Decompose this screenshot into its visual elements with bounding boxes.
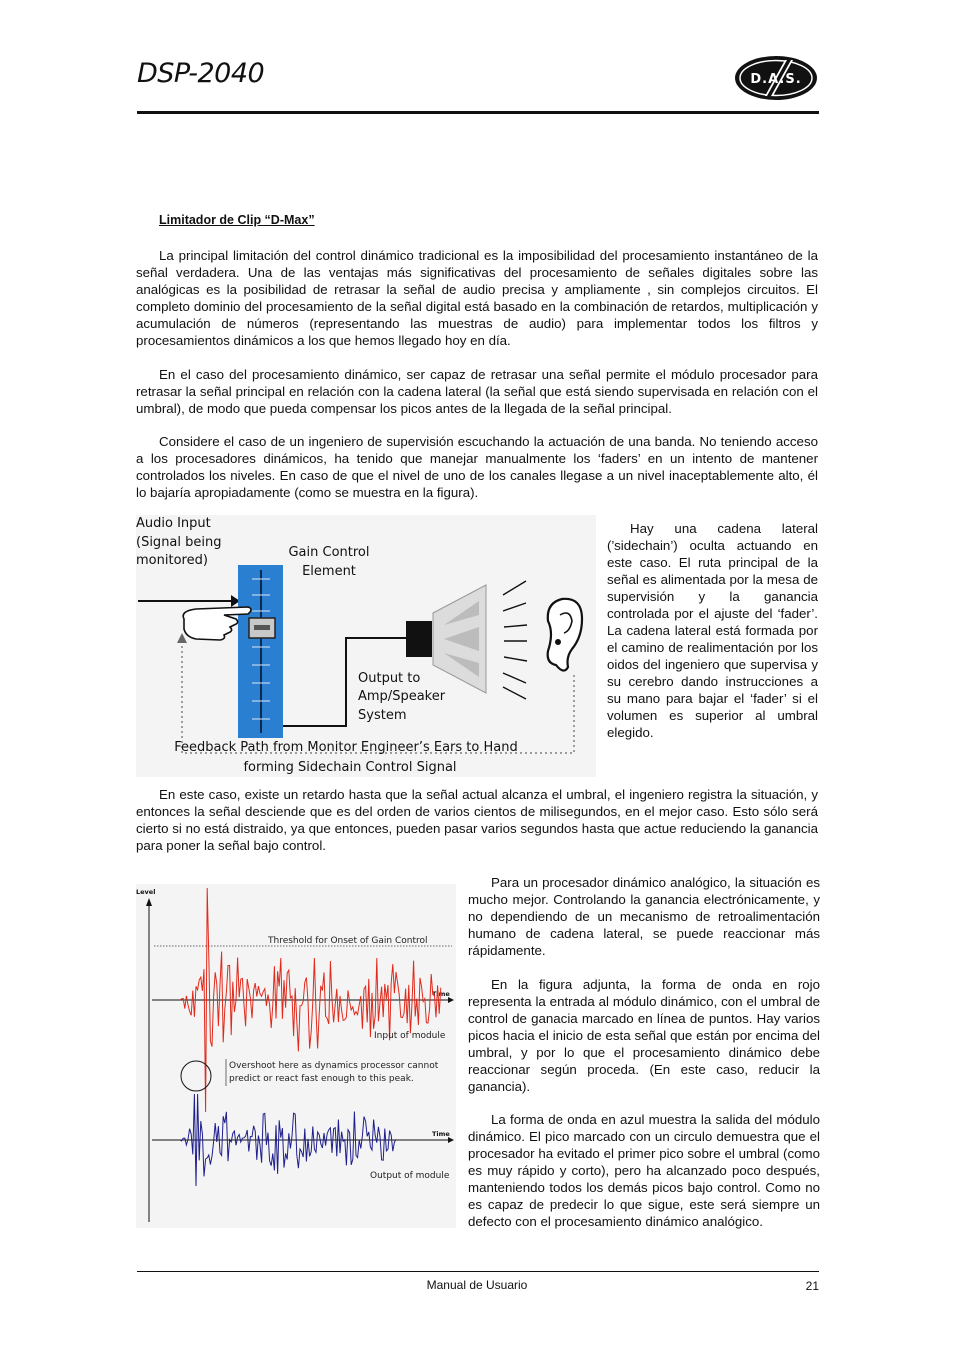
overshoot-label: Overshoot here as dynamics processor cannot (229, 1061, 439, 1071)
document-title: DSP-2040 (137, 58, 265, 89)
footer-label: Manual de Usuario (426, 1278, 528, 1292)
input-module-label: Input of module (374, 1031, 446, 1041)
right-paragraph-2: En la figura adjunta, la forma de onda en rojo representa la entrada al módulo dinámico, con el umbral de control de ganacia marcado en línea de puntos. Hay varios picos hacia el inicio de esta señal que están por encima del umbral, y por lo que el procesamiento dinámico debe reaccionar según proceda. (En este caso, reducir la ganancia). (468, 977, 820, 1094)
limiter-waveform-figure (136, 884, 456, 1228)
output-module-label: Output of module (370, 1171, 450, 1181)
svg-text:D.A.S.: D.A.S. (750, 72, 802, 87)
section-heading: Limitador de Clip “D-Max” (159, 213, 315, 227)
level-axis-label: Level (136, 888, 156, 896)
das-logo (733, 54, 819, 102)
sidechain-explanation: Hay una cadena lateral (’sidechain’) oculta actuando en este caso. El ruta principal de la señal es alimentada por la mesa de supervisión y la ganancia controlada por el ajuste del ‘fader’. La cadena lateral está formada por el camino de realimentación por los oidos del ingeniero que supervisa y su cerebro dando instrucciones a su mano para bajar el ‘fader’ si el volumen es superior al umbral elegido. (607, 521, 818, 740)
time-axis-label-input: Time (432, 990, 450, 998)
audio-input-label: Audio Input (136, 516, 211, 531)
gain-control-label: Gain Control (288, 545, 370, 560)
svg-text:Element: Element (302, 564, 356, 579)
time-axis-label-output: Time (432, 1130, 450, 1138)
header-rule (137, 111, 819, 114)
svg-text:predict or react fast enough t: predict or react fast enough to this peak. (229, 1074, 414, 1084)
output-label: Output to (358, 671, 421, 686)
svg-text:Amp/Speaker: Amp/Speaker (358, 689, 446, 704)
page-number: 21 (805, 1279, 819, 1293)
right-paragraph-1: Para un procesador dinámico analógico, la situación es mucho mejor. Controlando la ganancia electrónicamente, y no dependiendo de un mecanismo de retroalimentación humano de cadena lateral, se puede reaccionar más rápidamente. (468, 875, 820, 958)
svg-text:monitored): monitored) (136, 553, 208, 568)
paragraph-3: Considere el caso de un ingeniero de supervisión escuchando la actuación de una banda. No teniendo acceso a los procesadores dinámicos, ha tenido que manejar manualmente los ‘faders’ en un intento de mantener controlados los niveles. En caso de que el nivel de uno de los canales llegase a un nivel inaceptablemente alto, él lo bajaría apropiadamente (como se muestra en la figura). (136, 434, 818, 500)
svg-text:(Signal being: (Signal being (136, 535, 222, 550)
threshold-label: Threshold for Onset of Gain Control (268, 936, 428, 946)
fader-feedback-diagram (136, 515, 596, 777)
paragraph-1: La principal limitación del control dinámico tradicional es la imposibilidad del procesamiento instantáneo de la señal verdadera. Una de las ventajas más significativas del procesamiento de señales digitales sobre las analógicas es la posibilidad de retrasar la señal de audio precisa y ampliamente , sin complejos circuitos. El completo dominio del procesamiento de la señal digital está basado en la combinación de retardos, multiplicación y acumulación de números (representando las muestras de audio) para implementar todos los filtros y procesamientos dinámicos a los que hemos llegado hoy en día. (136, 248, 818, 348)
paragraph-2: En el caso del procesamiento dinámico, ser capaz de retrasar una señal permite el módulo procesador para retrasar la señal principal en relación con la cadena lateral (la señal que está siendo supervisada en relación con el umbral), de modo que pueda compensar los picos antes de la llegada de la señal principal. (136, 367, 818, 416)
feedback-label: Feedback Path from Monitor Engineer’s Ears to Hand (174, 740, 518, 755)
svg-text:forming Sidechain Control Sign: forming Sidechain Control Signal (243, 760, 457, 775)
right-paragraph-3: La forma de onda en azul muestra la salida del módulo dinámico. El pico marcado con un circulo demuestra que el procesador ha evitado el primer pico sobre el umbral (como es muy rápido y corto), pero ha alcanzado poco después, manteniendo todos los demás picos bajo control. Como no es capaz de predecir lo que sigue, este será siempre un defecto con el procesamiento dinámico analógico. (468, 1112, 820, 1229)
svg-text:System: System (358, 708, 407, 723)
footer-rule (137, 1271, 819, 1272)
paragraph-4: En este caso, existe un retardo hasta que la señal actual alcanza el umbral, el ingeniero registra la situación, y entonces la señal desciende que es del orden de varios cientos de milisegundos, en el mejor caso. Esto sólo será cierto si no está distraido, ya que entonces, pueden pasar varios segundos hasta que actue reduciendo la ganancia para poner la señal bajo control. (136, 787, 818, 853)
speaker-icon (406, 621, 432, 657)
